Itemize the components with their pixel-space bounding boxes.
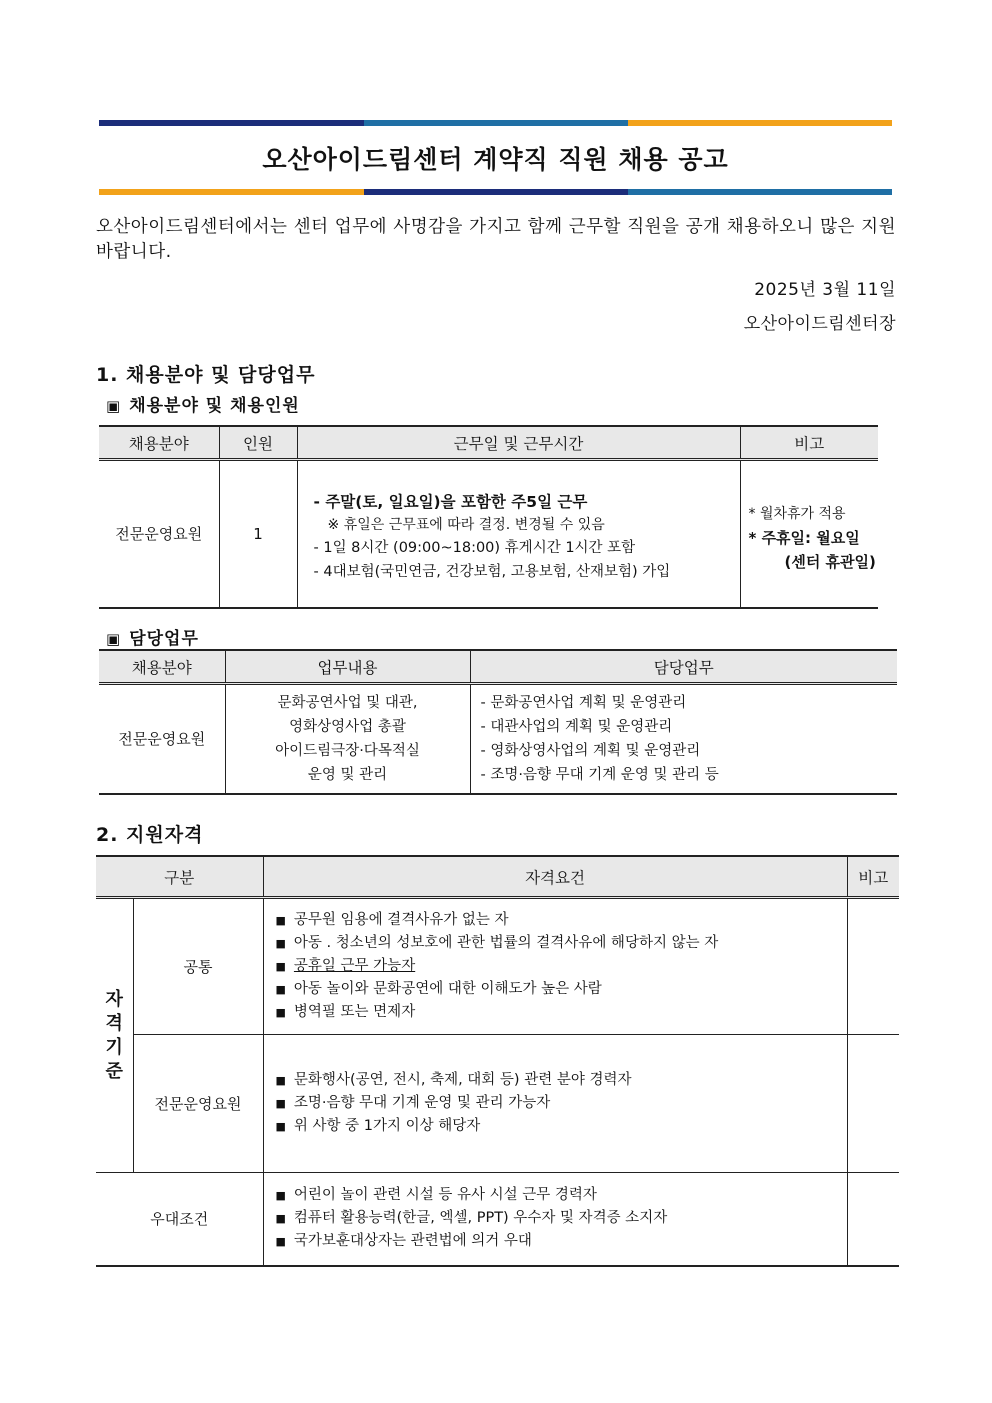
qualification-table xyxy=(96,855,899,1267)
requirement-item xyxy=(276,1069,847,1092)
schedule-line: ※ 휴일은 근무표에 따라 결정. 변경될 수 있음 xyxy=(327,516,605,533)
field-cell: 전문운영요원 xyxy=(99,684,225,794)
bar-segment xyxy=(364,120,628,126)
content-line: 영화상영사업 총괄 xyxy=(289,718,406,735)
bullet-icon: ■ xyxy=(275,1097,286,1110)
duties-table xyxy=(99,649,897,795)
requirement-list xyxy=(276,909,847,1024)
vertical-label-char: 기 xyxy=(105,1036,123,1058)
vertical-label-char: 자 xyxy=(105,988,123,1010)
requirement-text: 아동 놀이와 문화공연에 대한 이해도가 높은 사람 xyxy=(293,981,602,997)
section2-heading: 2. 지원자격 xyxy=(96,824,204,846)
group-label-cell xyxy=(96,898,133,1173)
bullet-icon: ■ xyxy=(275,1120,286,1133)
bullet-icon: ■ xyxy=(275,937,286,950)
subsection-duties xyxy=(106,624,199,649)
issuer-name: 오산아이드림센터장 xyxy=(743,314,896,334)
note-line: (센터 휴관일) xyxy=(784,552,876,571)
duty-line: - 영화상영사업의 계획 및 운영관리 xyxy=(480,742,701,759)
count-cell: 1 xyxy=(219,460,297,608)
content-cell xyxy=(225,684,470,794)
requirement-item xyxy=(276,1184,847,1207)
requirement-item xyxy=(276,1115,847,1138)
bar-segment xyxy=(99,120,364,126)
duty-line: - 조명·음향 무대 기계 운영 및 관리 등 xyxy=(480,766,719,783)
bullet-icon: ■ xyxy=(275,983,286,996)
note-line: * 주휴일: 월요일 xyxy=(748,528,860,547)
page-title: 오산아이드림센터 계약직 직원 채용 공고 xyxy=(262,145,729,174)
specialist-label: 전문운영요원 xyxy=(133,1035,263,1173)
col-header: 비고 xyxy=(740,426,878,460)
bar-segment xyxy=(364,189,628,195)
requirement-item xyxy=(276,1230,847,1253)
content-line: 문화공연사업 및 대관, xyxy=(277,694,418,711)
requirement-item xyxy=(276,1092,847,1115)
common-requirements xyxy=(263,898,847,1035)
col-header: 채용분야 xyxy=(99,426,219,460)
requirement-item xyxy=(276,909,847,932)
vertical-label-char: 준 xyxy=(105,1060,123,1082)
schedule-line: - 4대보험(국민연금, 건강보험, 고용보험, 산재보험) 가입 xyxy=(313,563,671,580)
requirement-text: 문화행사(공연, 전시, 축제, 대회 등) 관련 분야 경력자 xyxy=(293,1072,632,1088)
col-header: 인원 xyxy=(219,426,297,460)
note-line: * 월차휴가 적용 xyxy=(748,505,846,522)
requirement-item xyxy=(276,1001,847,1024)
col-header: 채용분야 xyxy=(99,650,225,684)
col-header: 근무일 및 근무시간 xyxy=(297,426,740,460)
schedule-line: - 주말(토, 일요일)을 포함한 주5일 근무 xyxy=(313,492,588,511)
field-cell: 전문운영요원 xyxy=(99,460,219,608)
specialist-requirements xyxy=(263,1035,847,1173)
subsection-title: 채용분야 및 채용인원 xyxy=(129,396,300,416)
intro-paragraph: 오산아이드림센터에서는 센터 업무에 사명감을 가지고 함께 근무할 직원을 공개 채용하오니 많은 지원바랍니다. xyxy=(96,217,896,262)
bullet-icon: ■ xyxy=(275,1006,286,1019)
top-decorative-bar xyxy=(99,120,892,126)
requirement-text: 공무원 임용에 결격사유가 없는 자 xyxy=(293,912,509,928)
schedule-line: - 1일 8시간 (09:00~18:00) 휴게시간 1시간 포함 xyxy=(313,539,636,556)
preference-requirements xyxy=(263,1173,847,1266)
vertical-label-char: 격 xyxy=(105,1012,123,1034)
note-cell xyxy=(847,898,899,1035)
requirement-text: 조명·음향 무대 기계 운영 및 관리 가능자 xyxy=(293,1095,551,1111)
bullet-icon: ■ xyxy=(275,1235,286,1249)
requirement-item xyxy=(276,978,847,1001)
requirement-text: 국가보훈대상자는 관련법에 의거 우대 xyxy=(293,1233,532,1250)
requirement-text: 아동 . 청소년의 성보호에 관한 법률의 결격사유에 해당하지 않는 자 xyxy=(293,935,719,951)
requirement-text: 위 사항 중 1가지 이상 해당자 xyxy=(293,1118,481,1134)
content-line: 운영 및 관리 xyxy=(307,766,388,783)
requirement-text: 어린이 놀이 관련 시설 등 유사 시설 근무 경력자 xyxy=(293,1187,597,1204)
requirement-item xyxy=(276,932,847,955)
requirement-list xyxy=(276,1069,847,1138)
content-line: 아이드림극장·다목적실 xyxy=(275,742,420,759)
section1-heading: 1. 채용분야 및 담당업무 xyxy=(96,364,316,386)
bar-segment xyxy=(628,120,892,126)
duties-cell xyxy=(470,684,897,794)
bullet-icon: ■ xyxy=(275,914,286,927)
subsection-title: 담당업무 xyxy=(129,629,199,649)
note-cell xyxy=(847,1173,899,1266)
bar-segment xyxy=(99,189,364,195)
note-cell xyxy=(847,1035,899,1173)
bullet-icon: ■ xyxy=(275,1212,286,1226)
subsection-recruitment xyxy=(106,391,300,416)
requirement-item xyxy=(276,1207,847,1230)
requirement-text: 병역필 또는 면제자 xyxy=(293,1004,416,1020)
note-cell xyxy=(740,460,878,608)
bottom-decorative-bar xyxy=(99,189,892,195)
requirement-item xyxy=(276,955,847,978)
col-header: 자격요건 xyxy=(263,856,847,898)
recruitment-table xyxy=(99,425,878,609)
duty-line: - 대관사업의 계획 및 운영관리 xyxy=(480,718,673,735)
bar-segment xyxy=(628,189,892,195)
vertical-label xyxy=(96,988,133,1084)
requirement-text: 공휴일 근무 가능자 xyxy=(293,958,416,974)
col-header: 업무내용 xyxy=(225,650,470,684)
square-marker-icon: ▣ xyxy=(106,397,122,415)
col-header: 구분 xyxy=(96,856,263,898)
col-header: 담당업무 xyxy=(470,650,897,684)
requirement-list xyxy=(276,1184,847,1253)
bullet-icon: ■ xyxy=(275,960,286,973)
requirement-text: 컴퓨터 활용능력(한글, 엑셀, PPT) 우수자 및 자격증 소지자 xyxy=(293,1210,668,1227)
duty-line: - 문화공연사업 계획 및 운영관리 xyxy=(480,694,687,711)
col-header: 비고 xyxy=(847,856,899,898)
announcement-date: 2025년 3월 11일 xyxy=(754,280,896,300)
bullet-icon: ■ xyxy=(275,1074,286,1087)
bullet-icon: ■ xyxy=(275,1189,286,1203)
schedule-cell xyxy=(297,460,740,608)
common-label: 공통 xyxy=(133,898,263,1035)
square-marker-icon: ▣ xyxy=(106,630,122,648)
preference-label: 우대조건 xyxy=(96,1173,263,1266)
